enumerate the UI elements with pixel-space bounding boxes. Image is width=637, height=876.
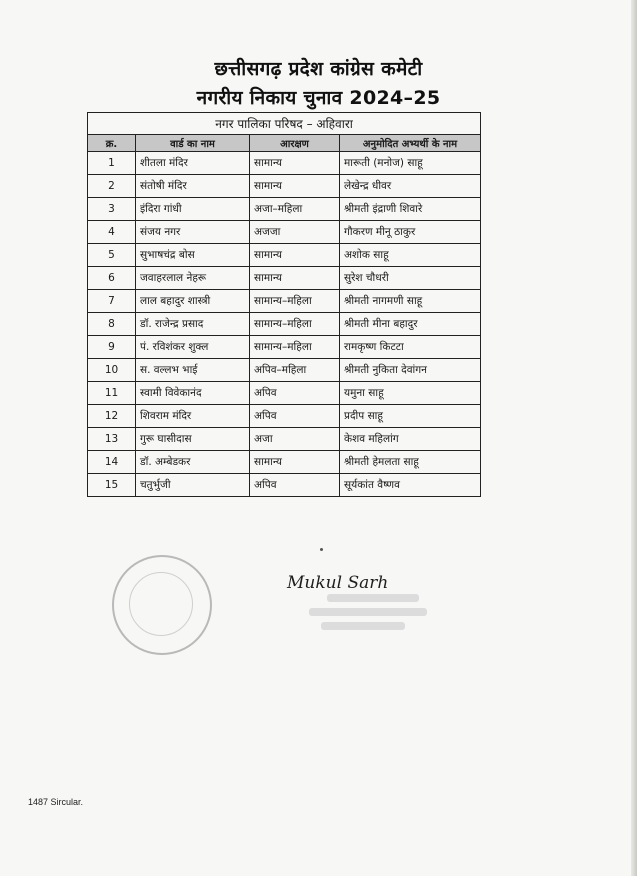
table-row xyxy=(88,290,481,313)
ward-cell: संजय नगर xyxy=(136,221,250,244)
table-row xyxy=(88,267,481,290)
signature-text: Mukul Sarh xyxy=(287,573,389,593)
serial-cell: 1 xyxy=(88,152,136,175)
serial-cell: 6 xyxy=(88,267,136,290)
candidate-cell: सुरेश चौधरी xyxy=(340,267,481,290)
table-row xyxy=(88,244,481,267)
serial-cell: 11 xyxy=(88,382,136,405)
ward-cell: सुभाषचंद्र बोस xyxy=(136,244,250,267)
table-row xyxy=(88,198,481,221)
ink-dot xyxy=(320,548,323,551)
reservation-cell: सामान्य xyxy=(250,152,340,175)
reservation-cell: अपिव–महिला xyxy=(250,359,340,382)
serial-cell: 9 xyxy=(88,336,136,359)
ward-cell: स्वामी विवेकानंद xyxy=(136,382,250,405)
page-subtitle: नगरीय निकाय चुनाव 2024–25 xyxy=(196,87,441,109)
reservation-cell: सामान्य–महिला xyxy=(250,290,340,313)
council-name: नगर पालिका परिषद – अहिवारा xyxy=(88,113,481,135)
candidate-cell: प्रदीप साहू xyxy=(340,405,481,428)
footnote: 1487 Sircular. xyxy=(28,797,84,807)
table-row xyxy=(88,428,481,451)
header-row xyxy=(88,135,481,152)
ward-cell: चतुर्भुजी xyxy=(136,474,250,497)
candidate-cell: गौकरण मीनू ठाकुर xyxy=(340,221,481,244)
ward-cell: शिवराम मंदिर xyxy=(136,405,250,428)
ward-cell: पं. रविशंकर शुक्ल xyxy=(136,336,250,359)
candidate-cell: श्रीमती नागमणी साहू xyxy=(340,290,481,313)
column-header-ward: वार्ड का नाम xyxy=(136,135,250,152)
reservation-cell: अजा xyxy=(250,428,340,451)
serial-cell: 13 xyxy=(88,428,136,451)
council-row xyxy=(88,113,481,135)
serial-cell: 14 xyxy=(88,451,136,474)
candidate-cell: श्रीमती इंद्राणी शिवारे xyxy=(340,198,481,221)
ward-cell: संतोषी मंदिर xyxy=(136,175,250,198)
official-seal xyxy=(112,555,212,655)
ward-cell: इंदिरा गांधी xyxy=(136,198,250,221)
reservation-cell: सामान्य xyxy=(250,175,340,198)
ward-cell: डॉ. अम्बेडकर xyxy=(136,451,250,474)
reservation-cell: सामान्य xyxy=(250,244,340,267)
reservation-cell: अजा–महिला xyxy=(250,198,340,221)
reservation-cell: अपिव xyxy=(250,382,340,405)
serial-cell: 8 xyxy=(88,313,136,336)
signature-block xyxy=(285,560,445,640)
table-row xyxy=(88,336,481,359)
column-header-serial: क्र. xyxy=(88,135,136,152)
serial-cell: 4 xyxy=(88,221,136,244)
candidate-cell: श्रीमती हेमलता साहू xyxy=(340,451,481,474)
candidate-cell: मारूती (मनोज) साहू xyxy=(340,152,481,175)
signer-office-faded xyxy=(321,622,405,630)
table-row xyxy=(88,405,481,428)
reservation-cell: सामान्य–महिला xyxy=(250,336,340,359)
candidate-cell: लेखेन्द्र धीवर xyxy=(340,175,481,198)
reservation-cell: सामान्य xyxy=(250,451,340,474)
serial-cell: 5 xyxy=(88,244,136,267)
signer-designation-faded xyxy=(309,608,427,616)
serial-cell: 10 xyxy=(88,359,136,382)
column-header-candidate: अनुमोदित अभ्यर्थी के नाम xyxy=(340,135,481,152)
ward-cell: शीतला मंदिर xyxy=(136,152,250,175)
serial-cell: 12 xyxy=(88,405,136,428)
ward-cell: डॉ. राजेन्द्र प्रसाद xyxy=(136,313,250,336)
reservation-cell: सामान्य xyxy=(250,267,340,290)
serial-cell: 7 xyxy=(88,290,136,313)
candidate-cell: रामकृष्ण किटटा xyxy=(340,336,481,359)
candidate-cell: यमुना साहू xyxy=(340,382,481,405)
page-title: छत्तीसगढ़ प्रदेश कांग्रेस कमेटी xyxy=(214,58,423,80)
candidate-cell: अशोक साहू xyxy=(340,244,481,267)
ward-cell: गुरू घासीदास xyxy=(136,428,250,451)
reservation-cell: अपिव xyxy=(250,405,340,428)
column-header-reservation: आरक्षण xyxy=(250,135,340,152)
reservation-cell: अजजा xyxy=(250,221,340,244)
table-row xyxy=(88,359,481,382)
table-row xyxy=(88,382,481,405)
page-edge xyxy=(631,0,637,876)
serial-cell: 3 xyxy=(88,198,136,221)
table-row xyxy=(88,451,481,474)
table-row xyxy=(88,313,481,336)
serial-cell: 15 xyxy=(88,474,136,497)
table-body xyxy=(88,152,481,497)
ward-cell: स. वल्लभ भाई xyxy=(136,359,250,382)
ward-cell: लाल बहादुर शास्त्री xyxy=(136,290,250,313)
candidate-table xyxy=(87,112,481,497)
reservation-cell: अपिव xyxy=(250,474,340,497)
table-row xyxy=(88,152,481,175)
table-row xyxy=(88,474,481,497)
ward-cell: जवाहरलाल नेहरू xyxy=(136,267,250,290)
table-row xyxy=(88,221,481,244)
signer-name-faded xyxy=(327,594,419,602)
candidate-cell: श्रीमती मीना बहादुर xyxy=(340,313,481,336)
candidate-cell: श्रीमती नुकिता देवांगन xyxy=(340,359,481,382)
candidate-cell: सूर्यकांत वैष्णव xyxy=(340,474,481,497)
table-row xyxy=(88,175,481,198)
reservation-cell: सामान्य–महिला xyxy=(250,313,340,336)
candidate-cell: केशव महिलांग xyxy=(340,428,481,451)
serial-cell: 2 xyxy=(88,175,136,198)
seal-inner-ring xyxy=(129,572,193,636)
